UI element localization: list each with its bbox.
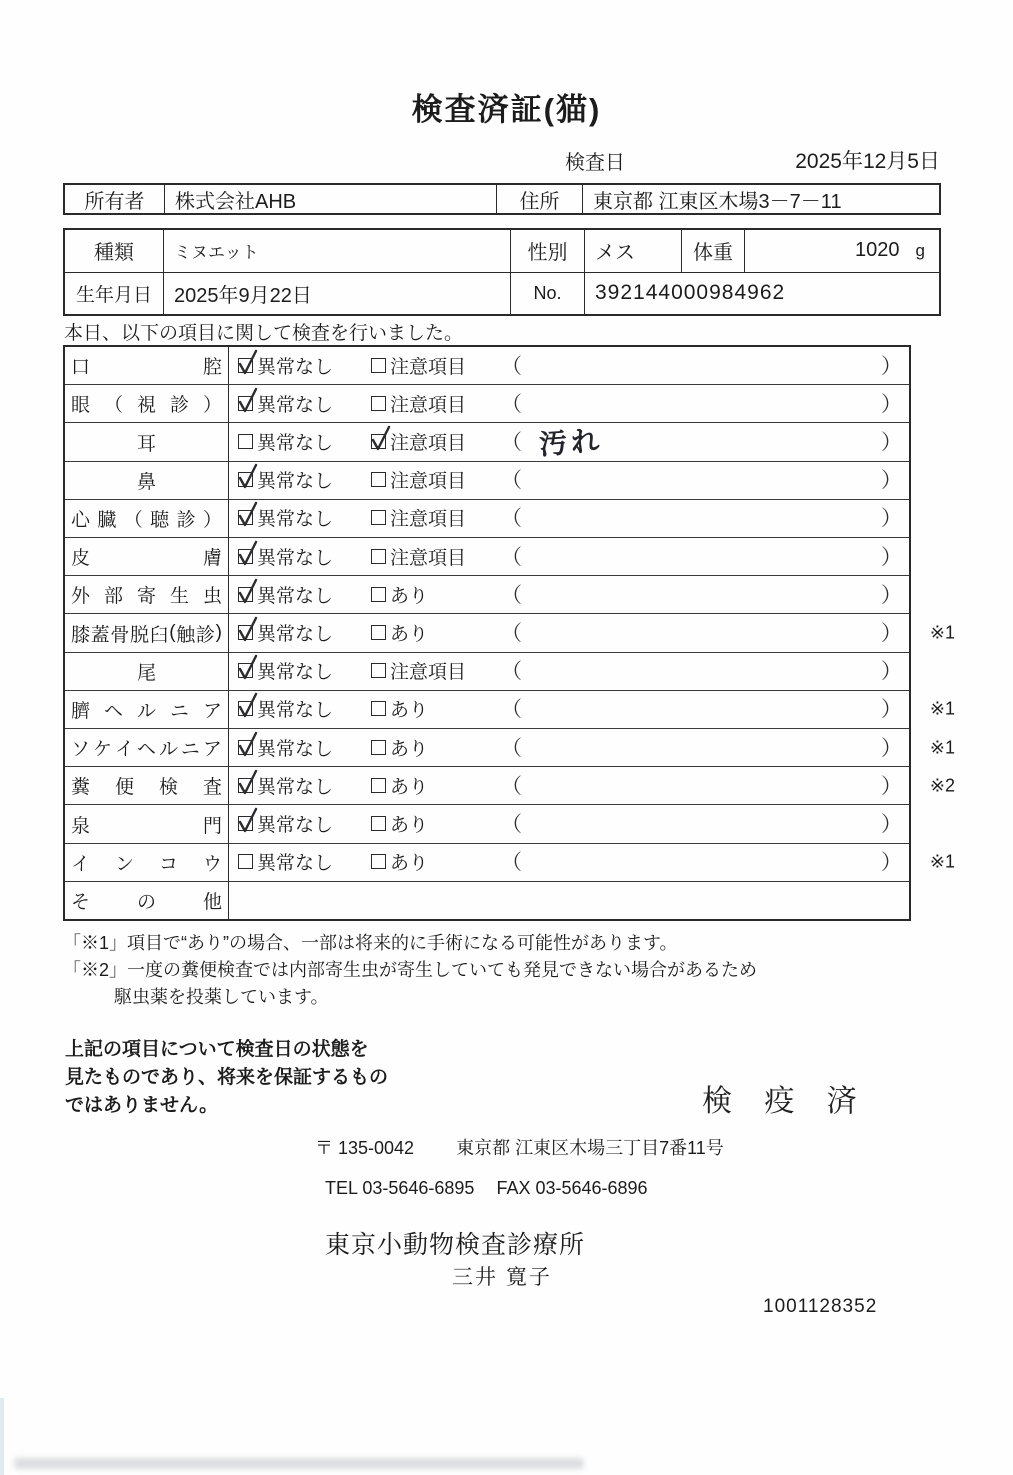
quarantine-stamp: 検 疫 済 [702, 1085, 869, 1118]
row-label-char: 糞 [71, 777, 91, 799]
option-1-label: 異常なし [257, 356, 334, 378]
row-content [228, 653, 909, 690]
paren-close: ） [881, 774, 902, 798]
row-label-char: ア [202, 700, 222, 722]
paren-close: ） [881, 545, 902, 569]
row-content [228, 729, 909, 766]
row-content [228, 767, 909, 804]
checkbox-attention-checked [371, 434, 386, 449]
checkbox-no-abnormality-checked [238, 587, 253, 602]
reference-mark: ※1 [929, 698, 955, 719]
row-label [65, 385, 228, 422]
paren-close: ） [881, 430, 902, 454]
footnote-2: 「※2」一度の糞便検査では内部寄生虫が寄生していても発見できない場合があるため [63, 960, 758, 980]
row-label-char: 部 [103, 586, 123, 608]
inspection-date-label: 検査日 [565, 152, 625, 174]
checkbox-no-abnormality-checked [238, 396, 253, 411]
paren-close: ） [881, 392, 902, 416]
checkbox-attention-unchecked [371, 816, 386, 831]
checklist-row [65, 843, 955, 881]
checkbox-no-abnormality-checked [238, 778, 253, 793]
row-label-char: ヘ [103, 700, 123, 722]
row-label-char: 門 [202, 815, 222, 837]
row-label [65, 805, 228, 842]
checkbox-attention-unchecked [371, 740, 386, 755]
row-label-char: ン [114, 853, 134, 875]
checkbox-no-abnormality-unchecked [238, 854, 253, 869]
option-2-label: あり [390, 738, 429, 760]
paren-open: （ [501, 736, 522, 760]
checklist-row [65, 804, 909, 842]
paren-open: （ [501, 507, 522, 531]
paren-close: ） [881, 507, 902, 531]
row-label-char: 査 [202, 777, 222, 799]
option-1-label: 異常なし [257, 662, 334, 684]
row-label-char: 臼 [149, 624, 169, 646]
paren-close: ） [881, 354, 902, 378]
paren-close: ） [881, 469, 902, 493]
checkbox-no-abnormality-checked [238, 358, 253, 373]
row-label [65, 347, 228, 384]
checkbox-attention-unchecked [371, 549, 386, 564]
checkbox-no-abnormality-checked [238, 549, 253, 564]
row-label-char: 泉 [71, 815, 91, 837]
owner-table [63, 183, 941, 215]
no-value: 392144000984962 [595, 281, 786, 305]
paren-close: ） [881, 736, 902, 760]
row-label-char: 虫 [202, 586, 222, 608]
checkbox-no-abnormality-checked [238, 740, 253, 755]
paren-open: （ [501, 354, 522, 378]
row-label-char: 膚 [202, 548, 222, 570]
checklist-row [65, 347, 909, 384]
row-label [65, 844, 228, 881]
paren-close: ） [881, 851, 902, 875]
row-label-char: ケ [92, 739, 112, 761]
owner-value: 株式会社AHB [165, 185, 497, 213]
row-label [65, 500, 228, 537]
checkbox-attention-unchecked [371, 358, 386, 373]
paren-close: ） [881, 660, 902, 684]
reference-mark: ※1 [929, 622, 955, 643]
paren-close: ） [881, 583, 902, 607]
row-label-char: 診 [169, 395, 189, 417]
intro-line: 本日、以下の項目に関して検査を行いました。 [64, 323, 464, 344]
paren-open: （ [501, 430, 522, 454]
row-label [65, 729, 228, 766]
row-label-char: ( [169, 622, 176, 644]
row-label-char: ア [202, 739, 222, 761]
row-label-char: 聴 [150, 509, 170, 531]
serial-number: 1001128352 [763, 1296, 878, 1317]
checkbox-attention-unchecked [371, 396, 386, 411]
disclaimer-text [65, 1036, 388, 1120]
option-1-label: 異常なし [257, 738, 334, 760]
option-2-label: あり [390, 853, 429, 875]
paren-open: （ [501, 812, 522, 836]
option-1-label: 異常なし [257, 623, 334, 645]
row-label-char: 外 [71, 586, 91, 608]
paren-open: （ [501, 660, 522, 684]
paren-open: （ [501, 392, 522, 416]
weight-label: 体重 [682, 230, 745, 272]
animal-table-row-1 [65, 230, 939, 272]
row-content [228, 538, 909, 575]
weight-value: 1020 [855, 239, 900, 262]
row-label-char: 視 [136, 395, 156, 417]
row-label [65, 538, 228, 575]
checkbox-no-abnormality-checked [238, 625, 253, 640]
checklist-row [65, 766, 955, 804]
clinic-name: 東京小動物検査診療所 [325, 1231, 586, 1259]
clinic-fax: FAX 03-5646-6896 [496, 1178, 648, 1198]
option-1-label: 異常なし [257, 853, 334, 875]
clinic-address: 東京都 江東区木場三丁目7番11号 [456, 1138, 724, 1158]
address-label: 住所 [497, 185, 583, 213]
scan-edge-artifact [0, 1398, 4, 1475]
row-content [228, 423, 909, 460]
paren-close: ） [881, 698, 902, 722]
clinic-tel-line [325, 1178, 648, 1199]
row-label-char: 寄 [136, 586, 156, 608]
row-label-char: ヘ [136, 739, 156, 761]
option-1-label: 異常なし [257, 509, 334, 531]
option-1-label: 異常なし [257, 471, 334, 493]
option-1-label: 異常なし [257, 585, 334, 607]
row-label [65, 423, 228, 460]
row-label-char: 検 [158, 777, 178, 799]
row-label-char: 触 [176, 624, 196, 646]
checkbox-attention-unchecked [371, 854, 386, 869]
row-label-char: 診 [195, 624, 215, 646]
animal-table [63, 228, 941, 316]
paren-open: （ [501, 583, 522, 607]
checklist-row [65, 499, 909, 537]
breed-label: 種類 [65, 230, 164, 272]
row-content [228, 576, 909, 613]
option-1-label: 異常なし [257, 776, 334, 798]
checkbox-attention-unchecked [371, 625, 386, 640]
row-label-char: ニ [169, 700, 189, 722]
weight-unit: g [915, 240, 925, 260]
checkbox-no-abnormality-unchecked [238, 434, 253, 449]
row-label-char: ） [202, 509, 222, 531]
checklist-row [65, 422, 909, 460]
row-label-char: （ [103, 395, 123, 417]
row-content [228, 347, 909, 384]
row-label-char: そ [71, 891, 91, 913]
option-1-label: 異常なし [257, 700, 334, 722]
row-label-char: ） [202, 395, 222, 417]
inspection-date-value: 2025年12月5日 [795, 150, 940, 173]
row-content [228, 500, 909, 537]
option-1-label: 異常なし [257, 394, 334, 416]
option-2-label: 注意項目 [390, 394, 467, 416]
paren-open: （ [501, 469, 522, 493]
option-1-label: 異常なし [257, 814, 334, 836]
checklist-row [65, 575, 909, 613]
row-label [65, 462, 228, 499]
row-content [228, 844, 909, 881]
row-label-char: イ [114, 739, 134, 761]
row-label-char: ) [215, 622, 222, 644]
row-label-char: ル [158, 739, 178, 761]
option-2-label: あり [390, 585, 429, 607]
birth-value: 2025年9月22日 [164, 273, 511, 315]
breed-value: ミヌエット [164, 230, 511, 272]
row-label-char: 診 [176, 509, 196, 531]
checklist-row [65, 461, 909, 499]
checkbox-attention-unchecked [371, 587, 386, 602]
disclaimer-line-1: 上記の項目について検査日の状態を [65, 1039, 369, 1060]
doctor-name: 三井 寛子 [452, 1266, 552, 1289]
row-label-char: （ [123, 509, 143, 531]
row-label-char: 臓 [97, 509, 117, 531]
page-title: 検査済証(猫) [411, 92, 602, 127]
clinic-tel: TEL 03-5646-6895 [325, 1178, 475, 1198]
row-label [65, 614, 228, 651]
address-value: 東京都 江東区木場3－7－11 [593, 190, 842, 213]
option-2-label: 注意項目 [390, 471, 467, 493]
checklist-row [65, 690, 955, 728]
checkbox-attention-unchecked [371, 778, 386, 793]
reference-mark: ※1 [929, 737, 955, 758]
row-label-char: 脱 [129, 624, 149, 646]
sex-value: メス [585, 230, 682, 272]
row-label [65, 882, 228, 919]
checkbox-no-abnormality-checked [238, 816, 253, 831]
row-label-char: 便 [114, 777, 134, 799]
row-label-char: 骨 [110, 624, 130, 646]
paren-open: （ [501, 545, 522, 569]
option-1-label: 異常なし [257, 547, 334, 569]
footnote-3: 駆虫薬を投薬しています。 [114, 987, 329, 1007]
option-2-label: あり [390, 776, 429, 798]
disclaimer-line-3: ではありません。 [65, 1095, 219, 1116]
option-2-label: 注意項目 [390, 547, 467, 569]
clinic-postal-code: 〒 135-0042 [315, 1138, 415, 1158]
row-content [228, 385, 909, 422]
checklist-row [65, 384, 909, 422]
row-content [228, 614, 909, 651]
clinic-postal-line [315, 1134, 724, 1160]
row-label [65, 767, 228, 804]
checklist-row [65, 652, 909, 690]
paren-open: （ [501, 774, 522, 798]
paren-open: （ [501, 698, 522, 722]
row-label-char: 他 [202, 891, 222, 913]
reference-mark: ※1 [929, 851, 955, 872]
row-label-char: 鼻 [136, 471, 156, 493]
row-content [228, 462, 909, 499]
checkbox-attention-unchecked [371, 663, 386, 678]
row-label-char: 尾 [136, 662, 156, 684]
sex-label: 性別 [511, 230, 585, 272]
option-1-label: 異常なし [257, 432, 334, 454]
row-label-char: 腔 [202, 357, 222, 379]
row-label-char: 臍 [71, 700, 91, 722]
checkbox-attention-unchecked [371, 510, 386, 525]
checklist-row [65, 613, 955, 651]
disclaimer-line-2: 見たものであり、将来を保証するもの [65, 1067, 389, 1088]
paren-open: （ [501, 621, 522, 645]
option-2-label: 注意項目 [390, 356, 467, 378]
checklist-row [65, 881, 909, 919]
checklist-row [65, 728, 955, 766]
row-label [65, 653, 228, 690]
no-label: No. [511, 273, 585, 315]
checklist-table [63, 345, 955, 921]
option-2-label: 注意項目 [390, 509, 467, 531]
row-label-char: ウ [202, 853, 222, 875]
owner-label: 所有者 [65, 185, 165, 213]
row-label-char: 膝 [71, 624, 91, 646]
handwritten-note: 汚れ [538, 424, 605, 460]
row-label-char: ニ [180, 739, 200, 761]
row-label-char: 眼 [71, 395, 91, 417]
checkbox-no-abnormality-checked [238, 510, 253, 525]
paren-close: ） [881, 812, 902, 836]
checklist-row [65, 537, 909, 575]
option-2-label: あり [390, 623, 429, 645]
option-2-label: あり [390, 700, 429, 722]
reference-mark: ※2 [929, 775, 955, 796]
footnote-1: 「※1」項目で“あり”の場合、一部は将来的に手術になる可能性があります。 [63, 933, 678, 953]
checkbox-no-abnormality-checked [238, 663, 253, 678]
row-label-char: 蓋 [90, 624, 110, 646]
option-2-label: あり [390, 814, 429, 836]
row-label-char: ソ [71, 739, 91, 761]
option-2-label: 注意項目 [390, 662, 467, 684]
row-label-char: イ [71, 853, 91, 875]
checkbox-attention-unchecked [371, 472, 386, 487]
checkbox-attention-unchecked [371, 701, 386, 716]
row-label-char: の [136, 891, 156, 913]
weight-cell [745, 230, 939, 272]
checkbox-no-abnormality-checked [238, 701, 253, 716]
checkbox-no-abnormality-checked [238, 472, 253, 487]
paren-close: ） [881, 621, 902, 645]
row-label [65, 576, 228, 613]
option-2-label: 注意項目 [390, 432, 467, 454]
row-content [228, 882, 909, 919]
animal-table-row-2 [65, 272, 939, 315]
row-label-char: 生 [169, 586, 189, 608]
row-label-char: 口 [71, 357, 91, 379]
row-label-char: 耳 [136, 433, 156, 455]
row-content [228, 805, 909, 842]
row-label-char: コ [158, 853, 178, 875]
row-label-char: ル [136, 700, 156, 722]
row-label-char: 皮 [71, 548, 91, 570]
row-label [65, 691, 228, 728]
scan-smudge-artifact [14, 1458, 584, 1469]
row-label-char: 心 [71, 509, 91, 531]
birth-label: 生年月日 [65, 273, 164, 315]
row-content [228, 691, 909, 728]
paren-open: （ [501, 851, 522, 875]
